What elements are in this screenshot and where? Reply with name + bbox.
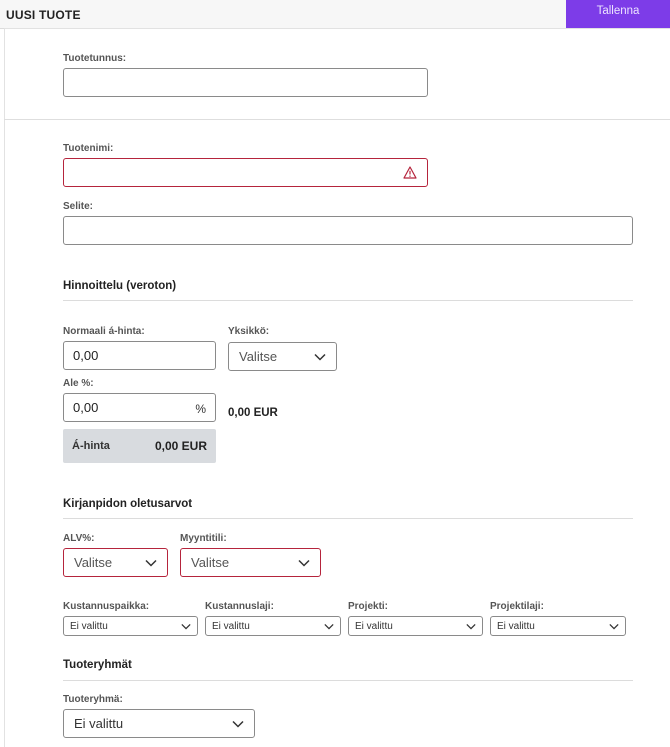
normal-price-label: Normaali á-hinta: [63, 326, 145, 337]
accounting-divider [63, 518, 633, 519]
product-name-input[interactable] [63, 158, 428, 187]
project-type-select[interactable] [490, 616, 626, 636]
vat-label: ALV%: [63, 533, 95, 544]
page-title: UUSI TUOTE [6, 8, 81, 22]
discount-value: 0,00 [73, 400, 99, 415]
unit-price-label: Á-hinta [72, 440, 110, 452]
product-group-select[interactable] [63, 709, 255, 738]
product-groups-divider [63, 680, 633, 681]
project-type-select-value: Ei valittu [497, 620, 535, 632]
unit-select-value: Valitse [239, 349, 278, 364]
chevron-down-icon [324, 623, 334, 630]
discount-amount: 0,00 EUR [228, 407, 278, 419]
percent-suffix: % [195, 402, 206, 416]
vat-select-value: Valitse [74, 555, 113, 570]
form-panel [4, 28, 670, 747]
chevron-down-icon [466, 623, 476, 630]
product-code-label: Tuotetunnus: [63, 53, 127, 64]
chevron-down-icon [298, 559, 310, 567]
normal-price-input[interactable]: 0,00 [63, 341, 216, 370]
unit-select[interactable] [228, 342, 337, 371]
unit-label: Yksikkö: [228, 326, 270, 337]
product-code-input[interactable] [63, 68, 428, 97]
project-type-label: Projektilaji: [490, 601, 544, 612]
description-label: Selite: [63, 201, 94, 212]
product-group-select-value: Ei valittu [74, 716, 124, 731]
sales-account-select[interactable] [180, 548, 321, 577]
cost-type-label: Kustannuslaji: [205, 601, 274, 612]
chevron-down-icon [314, 353, 326, 361]
sales-account-select-value: Valitse [191, 555, 230, 570]
unit-price-value: 0,00 EUR [154, 439, 207, 453]
pricing-title: Hinnoittelu (veroton) [63, 280, 177, 292]
cost-center-select[interactable] [63, 616, 198, 636]
discount-label: Ale %: [63, 378, 94, 389]
warning-triangle-icon [403, 166, 417, 179]
description-input[interactable] [63, 216, 633, 245]
pricing-divider [63, 300, 633, 301]
accounting-title: Kirjanpidon oletusarvot [63, 498, 193, 510]
cost-center-select-value: Ei valittu [70, 620, 108, 632]
chevron-down-icon [181, 623, 191, 630]
cost-type-select-value: Ei valittu [212, 620, 250, 632]
product-name-label: Tuotenimi: [63, 143, 114, 154]
chevron-down-icon [232, 720, 244, 728]
discount-input[interactable] [63, 393, 216, 422]
cost-type-select[interactable] [205, 616, 341, 636]
project-label: Projekti: [348, 601, 389, 612]
cost-center-label: Kustannuspaikka: [63, 601, 150, 612]
vat-select[interactable] [63, 548, 168, 577]
product-groups-title: Tuoteryhmät [63, 659, 132, 671]
chevron-down-icon [609, 623, 619, 630]
unit-price-box [63, 429, 216, 463]
chevron-down-icon [145, 559, 157, 567]
project-select-value: Ei valittu [355, 620, 393, 632]
project-select[interactable] [348, 616, 483, 636]
product-group-label: Tuoteryhmä: [63, 694, 123, 705]
section-divider [4, 119, 670, 120]
save-button[interactable]: Tallenna [566, 0, 670, 28]
sales-account-label: Myyntitili: [180, 533, 227, 544]
